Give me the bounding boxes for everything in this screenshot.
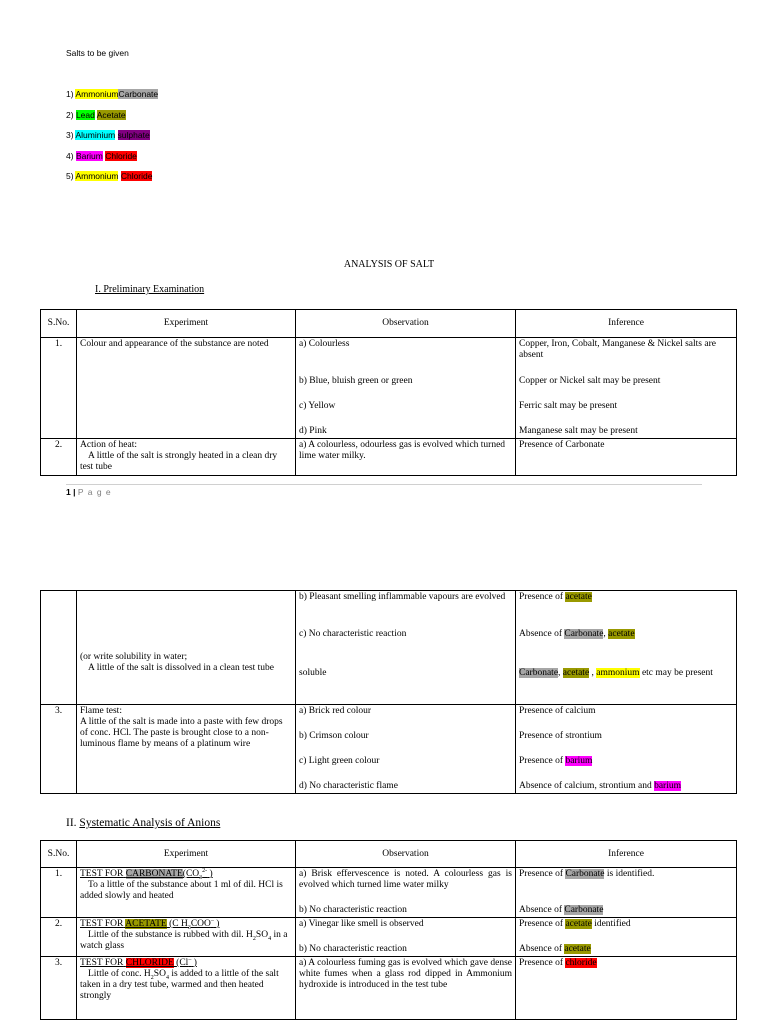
row-experiment	[77, 705, 296, 794]
observation-line: b) Blue, bluish green or green	[299, 376, 413, 386]
observation-line: a) Colourless	[299, 339, 350, 349]
inference-line: Carbonate, acetate , ammonium etc may be present	[519, 668, 713, 678]
row-sno: 2.	[41, 918, 77, 957]
page-sep: |	[73, 487, 76, 497]
anions-table	[40, 840, 737, 1020]
inference-line: Manganese salt may be present	[519, 426, 638, 436]
observation-line: a) Brisk effervescence is noted. A colourless gas is evolved which turned lime water milky	[299, 869, 512, 890]
inference-line: Presence of calcium	[519, 706, 596, 716]
row-inference	[516, 591, 737, 705]
page-footer	[66, 487, 112, 497]
row-experiment	[77, 957, 296, 1020]
row-sno: 3.	[41, 957, 77, 1020]
row-inference: Presence of chloride	[516, 957, 737, 1020]
salt-cation: Ammonium	[75, 89, 119, 99]
row-inference	[516, 868, 737, 918]
row-inference	[516, 705, 737, 794]
page-label: P a g e	[77, 487, 112, 497]
row-experiment	[77, 591, 296, 705]
row-sno: 1.	[41, 338, 77, 439]
salt-num: 2)	[66, 110, 74, 120]
row-inference	[516, 918, 737, 957]
salt-anion: Carbonate	[118, 89, 159, 99]
header-sno: S.No.	[41, 841, 77, 868]
observation-line: d) Pink	[299, 426, 327, 436]
inference-line: Presence of acetate identified	[519, 919, 631, 929]
row-experiment	[77, 439, 296, 476]
observation-line: soluble	[299, 668, 327, 678]
inference-line: Absence of Carbonate	[519, 905, 604, 915]
salt-item-2	[66, 110, 126, 120]
salt-item-4	[66, 151, 137, 161]
preliminary-table	[40, 309, 737, 476]
salts-heading: Salts to be given	[66, 48, 129, 58]
table-row	[41, 439, 737, 476]
preliminary-table-continued	[40, 590, 737, 794]
row-experiment: Colour and appearance of the substance are noted	[77, 338, 296, 439]
inference-line: Presence of Carbonate is identified.	[519, 869, 655, 879]
salt-item-1	[66, 89, 158, 99]
observation-line: c) Light green colour	[299, 756, 380, 766]
experiment-text: Little of the substance is rubbed with dil. $H_2SO_4$ in a watch glass	[80, 930, 288, 951]
observation-line: a) Brick red colour	[299, 706, 372, 716]
salt-num: 5)	[66, 171, 74, 181]
table-row	[41, 591, 737, 705]
header-inference: Inference	[516, 841, 737, 868]
header-sno: S.No.	[41, 310, 77, 338]
row-sno	[41, 591, 77, 705]
row-observation: a) A colourless, odourless gas is evolved which turned lime water milky.	[296, 439, 516, 476]
experiment-text: Little of conc. $H_2SO_4$ is added to a little of the salt taken in a dry test tube, warmed and then heated strongly	[80, 969, 279, 1001]
observation-line: b) No characteristic reaction	[299, 905, 407, 915]
observation-line: c) No characteristic reaction	[299, 629, 407, 639]
table-row	[41, 705, 737, 794]
inference-line: Copper or Nickel salt may be present	[519, 376, 661, 386]
row-observation	[296, 705, 516, 794]
experiment-text: A little of the salt is strongly heated in a clean dry test tube	[80, 451, 278, 472]
salt-cation: Lead	[75, 110, 95, 120]
page-title: ANALYSIS OF SALT	[343, 259, 435, 270]
page-number: 1	[66, 487, 71, 497]
salt-anion: sulphate	[117, 130, 150, 140]
row-observation	[296, 918, 516, 957]
inference-line: Absence of acetate	[519, 944, 591, 954]
salt-cation: Barium	[75, 151, 103, 161]
table-row	[41, 957, 737, 1020]
table-row	[41, 868, 737, 918]
header-experiment: Experiment	[77, 841, 296, 868]
row-inference	[516, 338, 737, 439]
row-observation	[296, 591, 516, 705]
salt-num: 3)	[66, 130, 74, 140]
row-observation	[296, 868, 516, 918]
row-sno: 3.	[41, 705, 77, 794]
experiment-text: To a little of the substance about 1 ml of dil. HCl is added slowly and heated	[80, 880, 283, 901]
inference-line: Presence of strontium	[519, 731, 602, 741]
inference-line: Absence of Carbonate, acetate	[519, 629, 635, 639]
header-observation: Observation	[296, 841, 516, 868]
salt-item-5	[66, 171, 152, 181]
row-sno: 2.	[41, 439, 77, 476]
inference-line: Presence of barium	[519, 756, 593, 766]
row-experiment	[77, 868, 296, 918]
table-row	[41, 338, 737, 439]
section-title-text: Systematic Analysis of Anions	[79, 817, 221, 829]
observation-line: b) Crimson colour	[299, 731, 369, 741]
inference-line: Copper, Iron, Cobalt, Manganese & Nickel salts are absent	[519, 339, 716, 360]
salt-num: 4)	[66, 151, 74, 161]
observation-line: b) No characteristic reaction	[299, 944, 407, 954]
row-observation	[296, 338, 516, 439]
header-experiment: Experiment	[77, 310, 296, 338]
observation-line: a) Vinegar like smell is observed	[299, 919, 424, 929]
salt-anion: Chloride	[105, 151, 137, 161]
header-observation: Observation	[296, 310, 516, 338]
row-observation: a) A colourless fuming gas is evolved which gave dense white fumes when a glass rod dipped in Ammonium hydroxide is introduced in the test tube	[296, 957, 516, 1020]
inference-line: Absence of calcium, strontium and barium	[519, 781, 681, 791]
row-experiment	[77, 918, 296, 957]
section-title-anions	[66, 817, 220, 829]
inference-line: Ferric salt may be present	[519, 401, 618, 411]
section-title-preliminary: I. Preliminary Examination	[95, 284, 205, 295]
row-sno: 1.	[41, 868, 77, 918]
observation-line: b) Pleasant smelling inflammable vapours are evolved	[299, 592, 506, 602]
section-number: II.	[66, 817, 77, 829]
inference-line: Presence of acetate	[519, 592, 592, 602]
test-title: TEST FOR $CARBONATE(CO_3^{2-}$ )	[80, 867, 213, 881]
test-title: TEST FOR ACETATE (C $H_3COO^-$ )	[80, 917, 220, 931]
test-title: TEST FOR CHLORIDE (Cl– )	[80, 956, 197, 968]
experiment-text: A little of the salt is dissolved in a clean test tube	[88, 663, 275, 673]
header-inference: Inference	[516, 310, 737, 338]
experiment-text: A little of the salt is made into a paste with few drops of conc. HCl. The paste is brought close to a non-luminous flame by means of a platinum wire	[80, 717, 283, 749]
salt-anion: Acetate	[96, 110, 126, 120]
salt-cation: Ammonium	[75, 171, 119, 181]
footer-divider	[66, 484, 702, 485]
table-row	[41, 918, 737, 957]
salt-anion: Chloride	[120, 171, 153, 181]
experiment-title: Flame test:	[80, 706, 122, 716]
salt-num: 1)	[66, 89, 74, 99]
salt-item-3	[66, 130, 150, 140]
experiment-title: (or write solubility in water;	[80, 652, 188, 662]
row-inference: Presence of Carbonate	[516, 439, 737, 476]
observation-line: d) No characteristic flame	[299, 781, 398, 791]
observation-line: c) Yellow	[299, 401, 336, 411]
experiment-title: Action of heat:	[80, 440, 137, 450]
salt-cation: Aluminium	[75, 130, 116, 140]
